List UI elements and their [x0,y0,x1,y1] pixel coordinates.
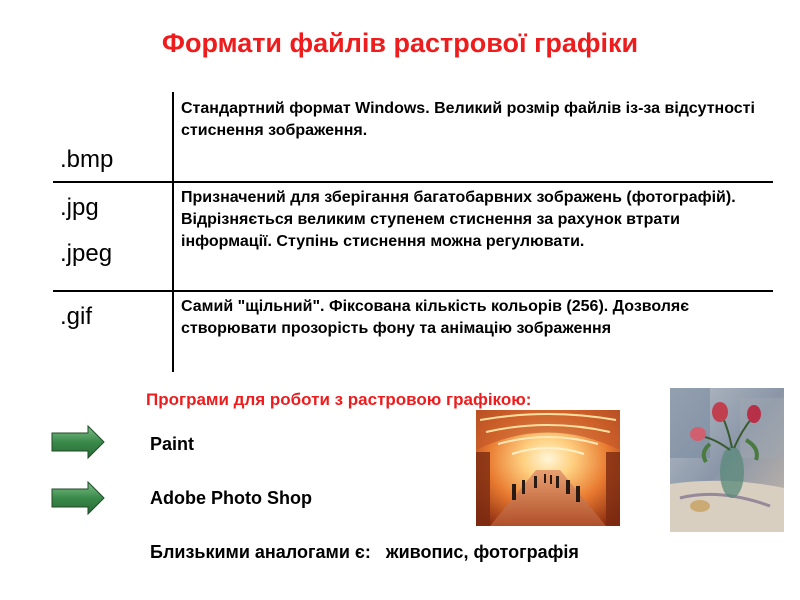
format-jpg-desc: Призначений для зберігання багатобарвних зображень (фотографій). Відрізняється великим ступенем стиснення за рахунок втрати інформації. Ступінь стиснення можна регулювати. [181,189,736,250]
table-divider-vertical [172,92,174,372]
analogs-label: Близькими аналогами є: [150,542,371,562]
arrow-right-icon [50,425,106,459]
table-divider-row-2 [53,290,773,292]
program-photoshop: Adobe Photo Shop [150,488,312,508]
program-paint: Paint [150,434,195,454]
programs-heading: Програми для роботи з растровою графікою: [146,390,532,409]
metro-tunnel-photo [476,410,620,526]
arrow-right-icon [50,481,106,515]
format-jpeg: .jpeg [60,240,113,267]
table-divider-row-1 [53,181,773,183]
format-jpg: .jpg [60,194,99,221]
page-title: Формати файлів растрової графіки [161,28,639,58]
format-bmp: .bmp [60,146,114,173]
format-gif-desc: Самий "щільний". Фіксована кількість кольорів (256). Дозволяє створювати прозорість фону та анімацію зображення [181,298,690,337]
analogs-line [150,542,579,563]
format-gif: .gif [60,303,93,330]
analogs-value: живопис, фотографія [385,542,579,562]
format-bmp-desc: Стандартний формат Windows. Великий розмір файлів із-за відсутності стиснення зображення. [181,100,755,139]
flowers-painting [670,388,784,532]
